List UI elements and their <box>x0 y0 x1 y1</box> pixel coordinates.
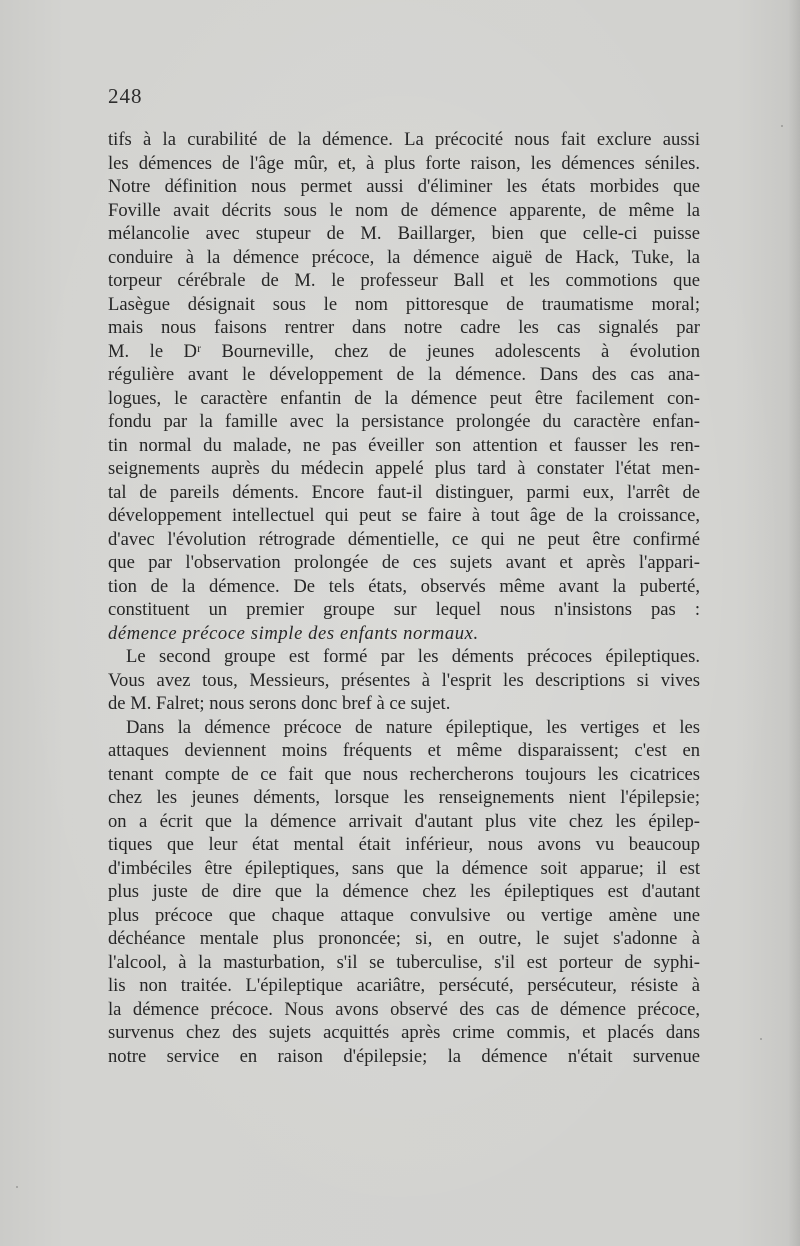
text-line: d'avec l'évolution rétrograde démentielle, ce qui ne peut être confirmé <box>108 528 700 550</box>
paper-speck <box>781 125 783 127</box>
italic-heading-line: démence précoce simple des enfants normaux. <box>108 622 479 644</box>
text-line: M. le Dʳ Bourneville, chez de jeunes adolescents à évolution <box>108 340 700 362</box>
text-line: constituent un premier groupe sur lequel nous n'insistons pas : <box>108 599 700 620</box>
text-line: Notre définition nous permet aussi d'éliminer les états morbides que <box>108 176 700 197</box>
paragraph-end-line: de M. Falret; nous serons donc bref à ce sujet. <box>108 693 451 714</box>
text-line: Lasègue désignait sous le nom pittoresque de traumatisme moral; <box>108 293 700 315</box>
text-line: fondu par la famille avec la persistance prolongée du caractère enfan- <box>108 411 700 432</box>
text-line: tal de pareils déments. Encore faut-il distinguer, parmi eux, l'arrêt de <box>108 481 700 503</box>
text-line: torpeur cérébrale de M. le professeur Ball et les commotions que <box>108 270 700 291</box>
paragraph-start-line: Le second groupe est formé par les déments précoces épileptiques. <box>126 646 700 667</box>
text-line: logues, le caractère enfantin de la démence peut être facilement con- <box>108 387 700 409</box>
text-line: régulière avant le développement de la démence. Dans des cas ana- <box>108 364 700 385</box>
text-line: l'alcool, à la masturbation, s'il se tuberculise, s'il est porteur de syphi- <box>108 951 700 973</box>
text-line: tifs à la curabilité de la démence. La précocité nous fait exclure aussi <box>108 129 700 150</box>
text-line: Vous avez tous, Messieurs, présentes à l'esprit les descriptions si vives <box>108 669 700 691</box>
page-edge-shadow <box>788 0 800 1246</box>
text-line: notre service en raison d'épilepsie; la démence n'était survenue <box>108 1045 700 1067</box>
text-line: conduire à la démence précoce, la démence aiguë de Hack, Tuke, la <box>108 246 700 268</box>
text-line: d'imbéciles être épileptiques, sans que la démence soit apparue; il est <box>108 857 700 879</box>
text-line: que par l'observation prolongée de ces sujets avant et après l'appari- <box>108 552 700 573</box>
text-line: Foville avait décrits sous le nom de démence apparente, de même la <box>108 199 700 221</box>
text-line: les démences de l'âge mûr, et, à plus forte raison, les démences séniles. <box>108 152 700 174</box>
paper-speck <box>16 1186 18 1188</box>
paragraph-start-line: Dans la démence précoce de nature épileptique, les vertiges et les <box>126 716 700 738</box>
text-line: mélancolie avec stupeur de M. Baillarger, bien que celle-ci puisse <box>108 223 700 244</box>
text-line: tin normal du malade, ne pas éveiller son attention et fausser les ren- <box>108 434 700 456</box>
body-text <box>108 128 700 1068</box>
text-line: déchéance mentale plus prononcée; si, en outre, le sujet s'adonne à <box>108 928 700 949</box>
text-line: survenus chez des sujets acquittés après crime commis, et placés dans <box>108 1022 700 1043</box>
text-line: attaques deviennent moins fréquents et même disparaissent; c'est en <box>108 740 700 761</box>
text-line: mais nous faisons rentrer dans notre cadre les cas signalés par <box>108 317 700 338</box>
text-line: plus précoce que chaque attaque convulsive ou vertige amène une <box>108 904 700 926</box>
paper-speck <box>760 1038 762 1040</box>
text-line: tion de la démence. De tels états, observés même avant la puberté, <box>108 575 700 597</box>
text-line: chez les jeunes déments, lorsque les renseignements nient l'épilepsie; <box>108 787 700 808</box>
text-line: on a écrit que la démence arrivait d'autant plus vite chez les épilep- <box>108 810 700 832</box>
text-line: lis non traitée. L'épileptique acariâtre, persécuté, persécuteur, résiste à <box>108 975 700 996</box>
text-line: la démence précoce. Nous avons observé des cas de démence précoce, <box>108 998 700 1020</box>
text-line: plus juste de dire que la démence chez les épileptiques est d'autant <box>108 881 700 902</box>
text-line: développement intellectuel qui peut se faire à tout âge de la croissance, <box>108 505 700 526</box>
text-line: seignements auprès du médecin appelé plus tard à constater l'état men- <box>108 458 700 479</box>
text-line: tiques que leur état mental était inférieur, nous avons vu beaucoup <box>108 834 700 855</box>
page-number: 248 <box>108 84 143 108</box>
text-line: tenant compte de ce fait que nous rechercherons toujours les cicatrices <box>108 763 700 785</box>
